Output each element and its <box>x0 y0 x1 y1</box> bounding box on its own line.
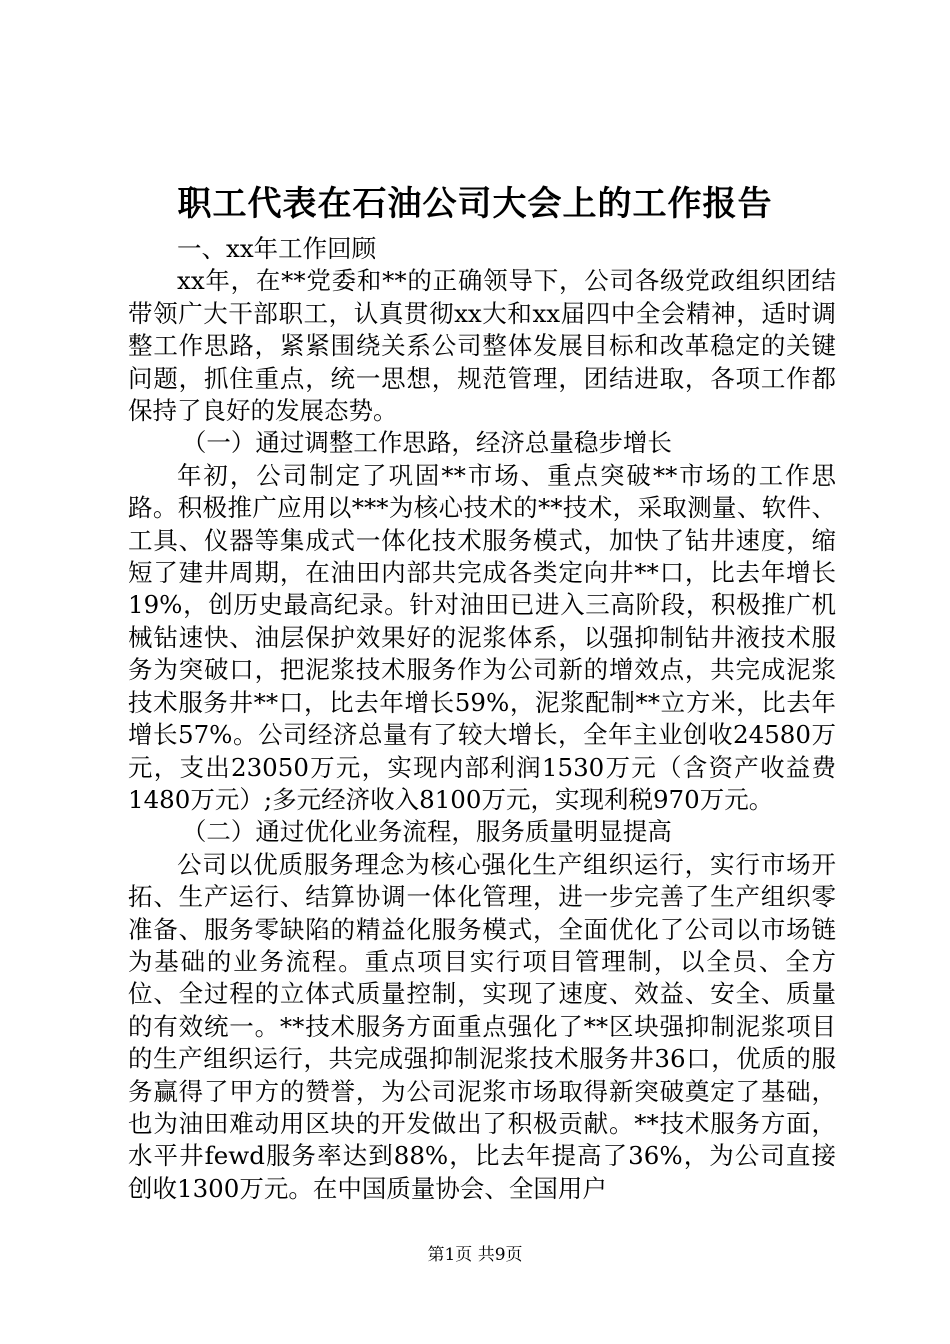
paragraph: 公司以优质服务理念为核心强化生产组织运行，实行市场开拓、生产运行、结算协调一体化管理，进一步完善了生产组织零准备、服务零缺陷的精益化服务模式，全面优化了公司以市场链为基础的业务流程。重点项目实行项目管理制，以全员、全方位、全过程的立体式质量控制，实现了速度、效益、安全、质量的有效统一。**技术服务方面重点强化了**区块强抑制泥浆项目的生产组织运行，共完成强抑制泥浆技术服务井36口，优质的服务赢得了甲方的赞誉，为公司泥浆市场取得新突破奠定了基础，也为油田难动用区块的开发做出了积极贡献。**技术服务方面，水平井fewd服务率达到88%，比去年提高了36%，为公司直接创收1300万元。在中国质量协会、全国用户 <box>128 849 836 1203</box>
document-title: 职工代表在石油公司大会上的工作报告 <box>177 184 773 224</box>
section-heading: 一、xx年工作回顾 <box>177 234 377 263</box>
document-body <box>128 233 836 1205</box>
paragraph: xx年，在**党委和**的正确领导下，公司各级党政组织团结带领广大干部职工，认真贯彻xx大和xx届四中全会精神，适时调整工作思路，紧紧围绕关系公司整体发展目标和改革稳定的关键问题，抓住重点，统一思想，规范管理，团结进取，各项工作都保持了良好的发展态势。 <box>128 266 836 426</box>
subsection-heading: （一）通过调整工作思路，经济总量稳步增长 <box>181 428 672 458</box>
page-footer: 第1页 共9页 <box>427 1245 523 1265</box>
paragraph: 年初，公司制定了巩固**市场、重点突破**市场的工作思路。积极推广应用以***为核心技术的**技术，采取测量、软件、工具、仪器等集成式一体化技术服务模式，加快了钻井速度，缩短了建井周期，在油田内部共完成各类定向井**口，比去年增长19%，创历史最高纪录。针对油田已进入三高阶段，积极推广机械钻速快、油层保护效果好的泥浆体系，以强抑制钻井液技术服务为突破口，把泥浆技术服务作为公司新的增效点，共完成泥浆技术服务井**口，比去年增长59%，泥浆配制**立方米，比去年增长57%。公司经济总量有了较大增长，全年主业创收24580万元，支出23050万元，实现内部利润1530万元（含资产收益费1480万元）;多元经济收入8100万元，实现利税970万元。 <box>128 460 836 814</box>
subsection-heading: （二）通过优化业务流程，服务质量明显提高 <box>181 817 672 847</box>
